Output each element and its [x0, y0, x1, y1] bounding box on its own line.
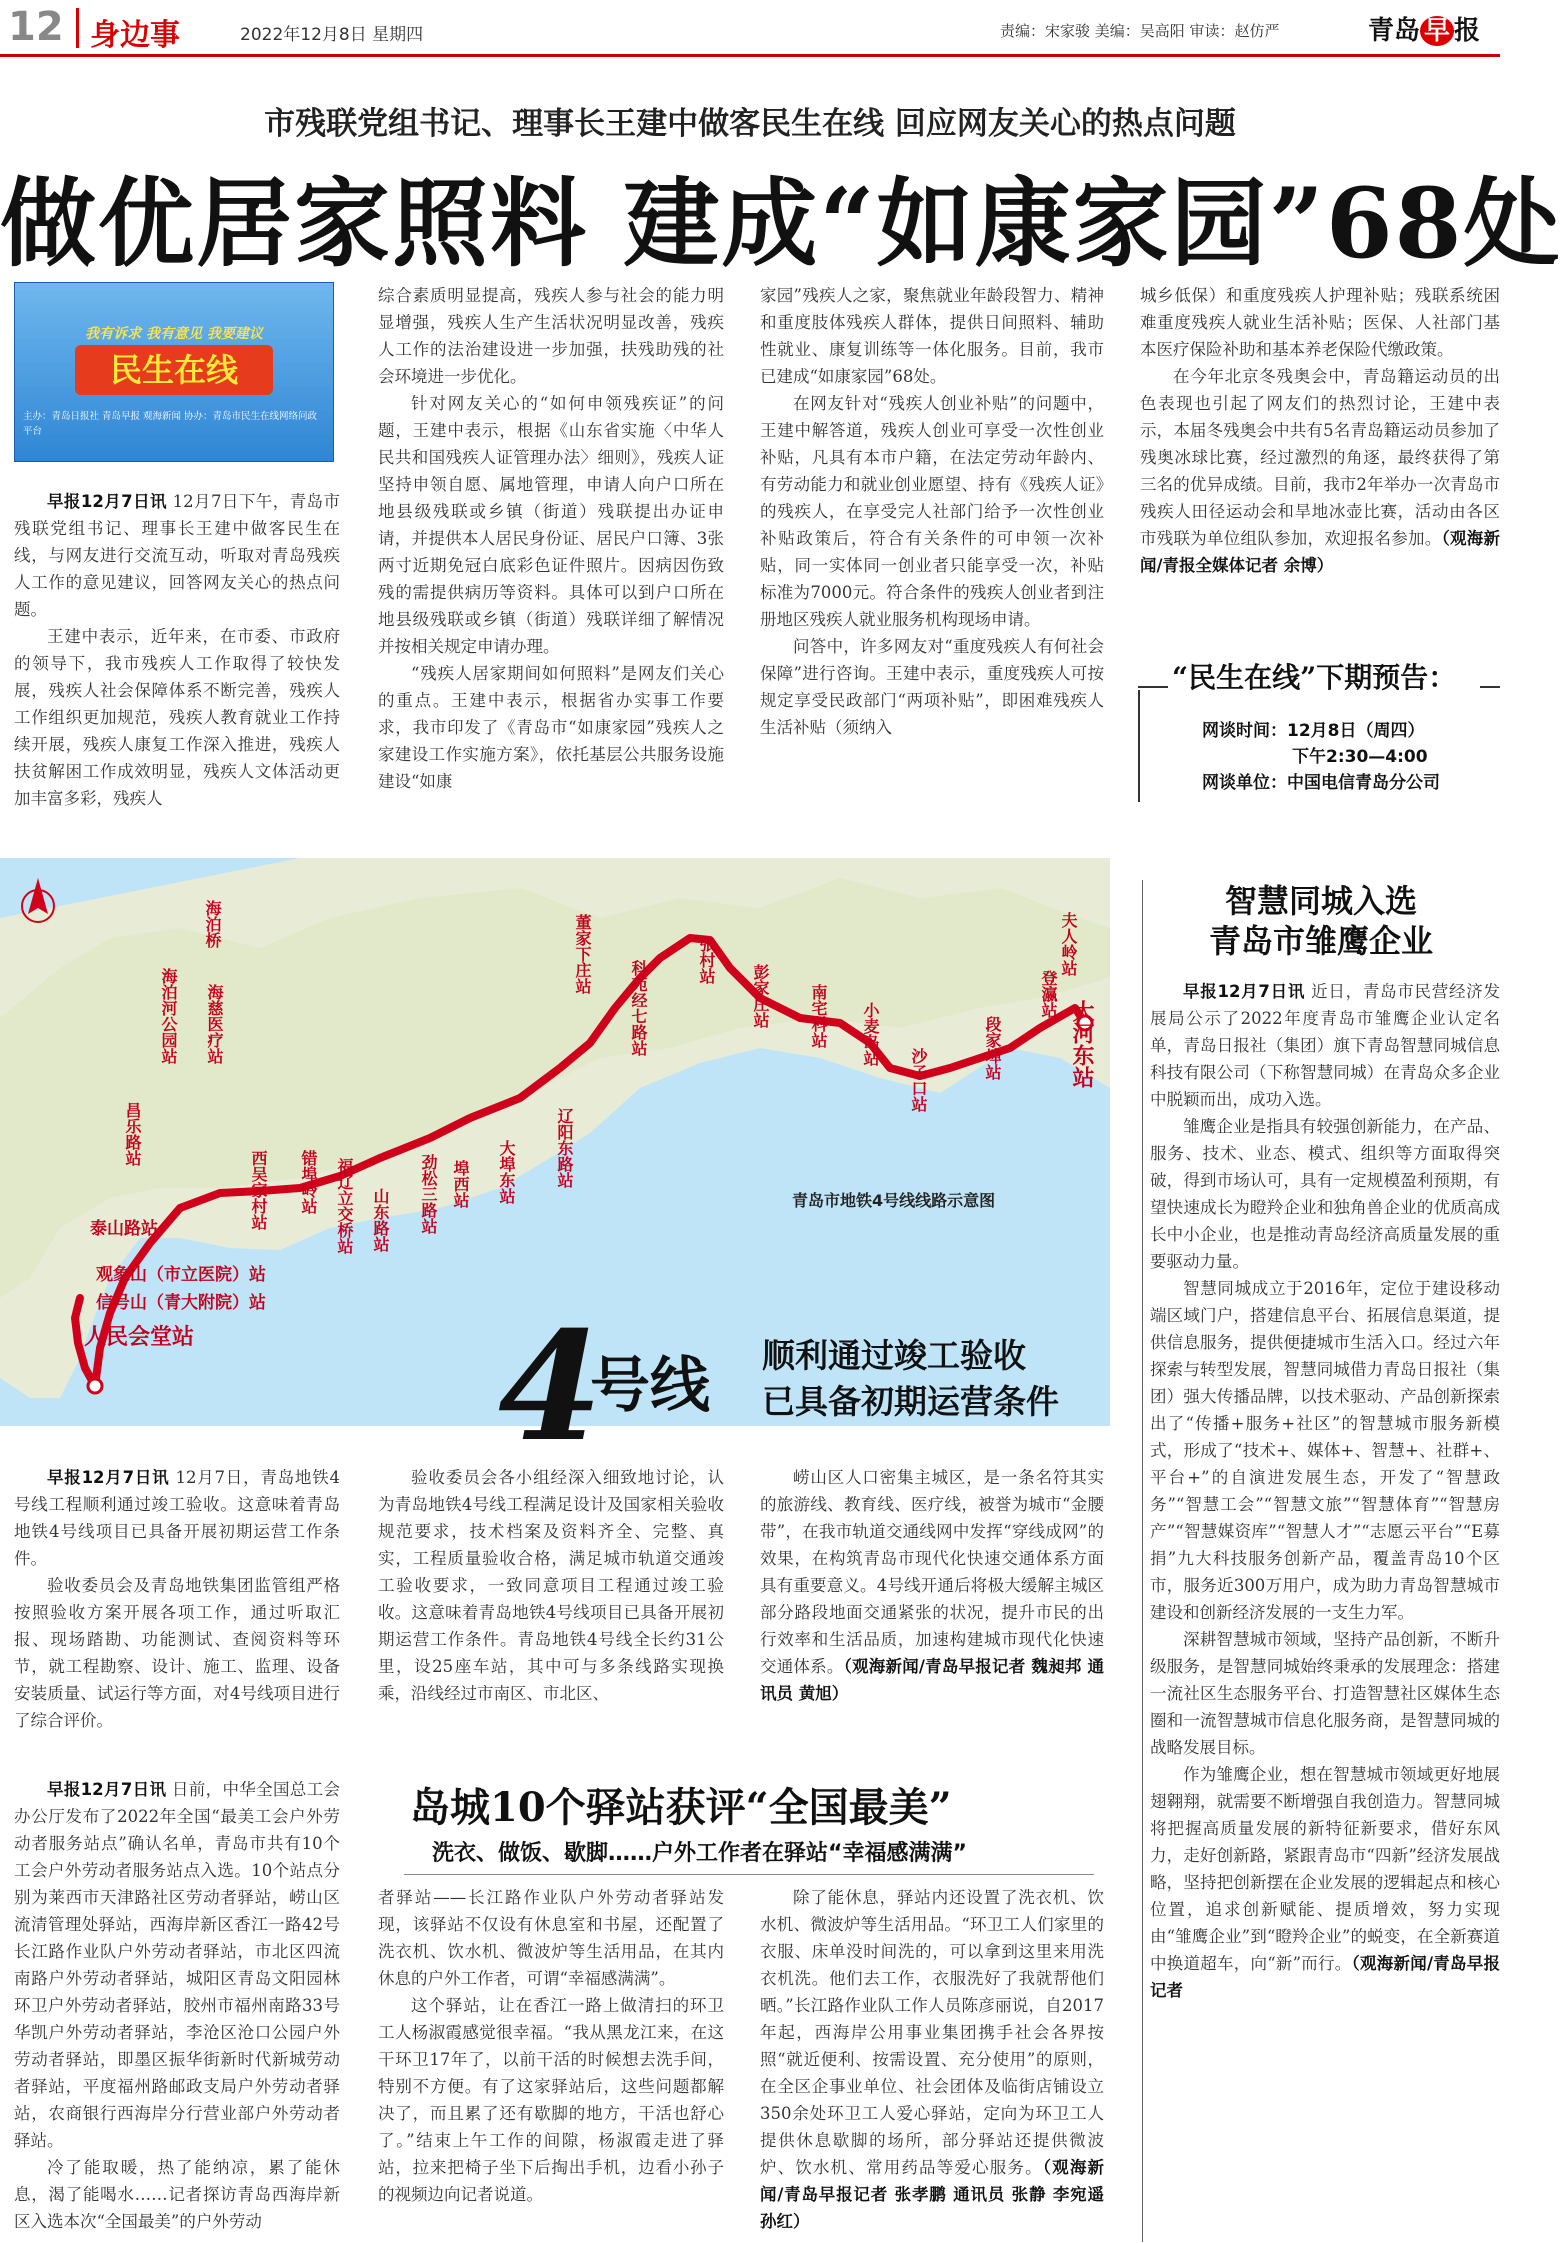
preview-unit: 网谈单位：中国电信青岛分公司	[1202, 773, 1440, 793]
paragraph: 早报12月7日讯 日前，中华全国总工会办公厅发布了2022年全国“最美工会户外劳动者服务站点”确认名单，青岛市共有10个工会户外劳动者服务站点入选。10个站点分别为莱西市天津路社区劳动者驿站，崂山区流清管理处驿站，西海岸新区香江一路42号长江路作业队户外劳动者驿站，市北区四流南路户外劳动者驿站，城阳区青岛文阳园林环卫户外劳动者驿站，胶州市福州南路33号华凯户外劳动者驿站，李沧区沧口公园户外劳动者驿站，即墨区振华街新时代新城劳动者驿站，平度福州路邮政支局户外劳动者驿站，农商银行西海岸分行营业部户外劳动者驿站。	[14, 1780, 340, 2150]
paragraph: 除了能休息，驿站内还设置了洗衣机、饮水机、微波炉等生活用品。“环卫工人们家里的衣服、床单没时间洗的，可以拿到这里来用洗衣机洗。他们去工作，衣服洗好了我就帮他们晒。”长江路作业队工作人员陈彦丽说，自2017年起，西海岸公用事业集团携手社会各界按照“就近便利、按需设置、充分使用”的原则，在全区企事业单位、社会团体及临街店铺设立350余处环卫工人爱心驿站，定向为环卫工人提供休息歇脚的场所，部分驿站还提供微波炉、饮水机、常用药品等爱心服务。（观海新闻/青岛早报记者 张孝鹏 通讯员 张静 李宛遥 孙红）	[760, 1888, 1105, 2231]
article1-headline: 做优居家照料 建成“如康家园”68处	[0, 167, 1561, 280]
editor-credits: 责编：宋家骏 美编：吴高阳 审读：赵仿严	[1000, 22, 1280, 40]
line4-subtitle-1: 顺利通过竣工验收	[762, 1336, 1026, 1375]
paragraph: 针对网友关心的“如何申领残疾证”的问题，王建中表示，根据《山东省实施〈中华人民共和国残疾人证管理办法〉细则》，残疾人证坚持申领自愿、属地管理，申请人向户口所在地县级残联或乡镇（街道）残联提出办证申请，并提供本人居民身份证、居民户口簿、3张两寸近期免冠白底彩色证件照片。因病因伤致残的需提供病历等资料。具体可以到户口所在地县级残联或乡镇（街道）残联详细了解情况并按相关规定申请办理。	[378, 394, 724, 656]
paragraph: 早报12月7日讯 12月7日，青岛地铁4号线工程顺利通过竣工验收。这意味着青岛地铁4号线项目已具备开展初期运营工作条件。	[14, 1468, 340, 1568]
paragraph: 验收委员会各小组经深入细致地讨论，认为青岛地铁4号线工程满足设计及国家相关验收规范要求，技术档案及资料齐全、完整、真实，工程质量验收合格，满足城市轨道交通竣工验收要求，一致同意项目工程通过竣工验收。这意味着青岛地铁4号线项目已具备开展初期运营工作条件。青岛地铁4号线全长约31公里，设25座车站，其中可与多条线路实现换乘，沿线经过市南区、市北区、	[378, 1468, 724, 1703]
issue-date: 2022年12月8日 星期四	[240, 25, 424, 45]
station-label: 错埠岭站	[299, 1150, 318, 1214]
article2-column-1	[14, 1464, 340, 1734]
paragraph: 崂山区人口密集主城区，是一条名符其实的旅游线、教育线、医疗线，被誉为城市“金腰带”，在我市轨道交通线网中发挥“穿线成网”的效果，在构筑青岛市现代化快速交通体系方面具有重要意义。4号线开通后将极大缓解主城区部分路段地面交通紧张的状况，提升市民的出行效率和生活品质，加速构建城市现代化快速交通体系。（观海新闻/青岛早报记者 魏昶邦 通讯员 黄旭）	[760, 1468, 1105, 1703]
article4-title-line2: 青岛市雏鹰企业	[1208, 922, 1433, 960]
paragraph: 验收委员会及青岛地铁集团监管组严格按照验收方案开展各项工作，通过听取汇报、现场踏勘、功能测试、查阅资料等环节，就工程勘察、设计、施工、监理、设备安装质量、试运行等方面，对4号线项目进行了综合评价。	[14, 1576, 340, 1730]
dateline-lead: 早报12月7日讯	[47, 492, 167, 511]
line4-title-number: 4	[498, 1299, 603, 1475]
logo-part-c: 报	[1454, 16, 1481, 46]
station-label: 登瀛站	[1039, 970, 1058, 1018]
article1-column-4	[1140, 282, 1500, 622]
paragraph: 冷了能取暖，热了能纳凉，累了能休息，渴了能喝水……记者探访青岛西海岸新区入选本次“全国最美”的户外劳动	[14, 2158, 340, 2231]
preview-rule-left	[1138, 686, 1168, 688]
station-label: 小麦岛站	[861, 1002, 880, 1066]
paragraph: 者驿站——长江路作业队户外劳动者驿站发现，该驿站不仅设有休息室和书屋，还配置了洗衣机、饮水机、微波炉等生活用品，在其内休息的户外工作者，可谓“幸福感满满”。	[378, 1888, 724, 1988]
page-number: 12	[8, 4, 64, 50]
article4-column	[1150, 978, 1500, 2240]
line4-subtitle-2: 已具备初期运营条件	[762, 1382, 1059, 1421]
preview-rule-right	[1480, 686, 1500, 688]
article3-column-2	[378, 1884, 724, 2242]
paragraph: 在今年北京冬残奥会中，青岛籍运动员的出色表现也引起了网友们的热烈讨论，王建中表示，本届冬残奥会中共有5名青岛籍运动员参加了残奥冰球比赛，经过激烈的角逐，最终获得了第三名的优异成绩。目前，我市2年举办一次青岛市残疾人田径运动会和旱地冰壶比赛，活动由各区市残联为单位组队参加，欢迎报名参加。（观海新闻/青报全媒体记者 余博）	[1140, 367, 1500, 575]
station-label: 大埠东站	[497, 1140, 516, 1204]
minsheng-banner-image	[14, 282, 334, 462]
station-label: 埠西站	[451, 1160, 470, 1208]
station-label: 彭家庄站	[751, 964, 770, 1028]
paragraph: 城乡低保）和重度残疾人护理补贴；残联系统困难重度残疾人就业生活补贴；医保、人社部门基本医疗保险补助和基本养老保险代缴政策。	[1140, 286, 1500, 359]
header-divider	[76, 8, 79, 48]
article2-column-3	[760, 1464, 1104, 1734]
station-label: 信号山（青大附院）站	[96, 1293, 266, 1313]
station-label: 海泊河公园站	[159, 968, 178, 1064]
banner-info: 主办：青岛日报社 青岛早报 观海新闻 协办：青岛市民生在线网络问政平台	[23, 411, 318, 437]
paragraph: 早报12月7日讯 12月7日下午，青岛市残联党组书记、理事长王建中做客民生在线，与网友进行交流互动，听取对青岛残疾人工作的意见建议，回答网友关心的热点问题。	[14, 492, 340, 619]
station-label: 海泊桥	[203, 900, 222, 948]
paragraph: 王建中表示，近年来，在市委、市政府的领导下，我市残疾人工作取得了较快发展，残疾人社会保障体系不断完善，残疾人工作组织更加规范，残疾人教育就业工作持续开展，残疾人康复工作深入推进，残疾人扶贫解困工作成效明显，残疾人文体活动更加丰富多彩，残疾人	[14, 627, 340, 808]
article3-column-1	[14, 1776, 340, 2242]
article1-column-3	[760, 282, 1104, 798]
banner-slogan: 我有诉求 我有意见 我要建议	[85, 326, 263, 342]
station-label: 夫人岭站	[1059, 912, 1078, 976]
station-label: 泰山路站	[90, 1219, 158, 1239]
article3-column-3	[760, 1884, 1104, 2242]
station-label: 沙子口站	[909, 1048, 928, 1112]
article4-title-line1: 智慧同城入选	[1224, 882, 1417, 920]
logo-part-a: 青岛	[1368, 16, 1421, 46]
dateline-lead: 早报12月7日讯	[47, 1468, 170, 1487]
paragraph: 早报12月7日讯 近日，青岛市民营经济发展局公示了2022年度青岛市雏鹰企业认定名单，青岛日报社（集团）旗下青岛智慧同城信息科技有限公司（下称智慧同城）在青岛众多企业中脱颖而出，成功入选。	[1150, 982, 1500, 1109]
preview-time-value: 下午2:30—4:00	[1292, 747, 1428, 767]
article3-title: 岛城10个驿站获评“全国最美”	[410, 1784, 952, 1831]
line4-title-word: 号线	[590, 1351, 710, 1421]
preview-time-label: 网谈时间：12月8日（周四）	[1202, 721, 1425, 741]
paragraph: 在网友针对“残疾人创业补贴”的问题中，王建中解答道，残疾人创业可享受一次性创业补贴，凡具有本市户籍，在法定劳动年龄内、有劳动能力和就业创业愿望、持有《残疾人证》的残疾人，在享受完人社部门给予一次性创业补贴政策后，符合有关条件的可申领一次补贴，同一实体同一创业者只能享受一次，补贴标准为7000元。符合条件的残疾人创业者到注册地区残疾人就业服务机构现场申请。	[760, 394, 1104, 629]
newspaper-logo	[1368, 10, 1480, 47]
paragraph: 雏鹰企业是指具有较强创新能力，在产品、服务、技术、业态、模式、组织等方面取得突破，得到市场认可，具有一定规模盈利预期，有望快速成长为瞪羚企业和独角兽企业的优质高成长中小企业，也是推动青岛经济高质量发展的重要驱动力量。	[1150, 1117, 1500, 1271]
header-rule	[0, 54, 1500, 57]
station-label: 人民会堂站	[84, 1325, 195, 1350]
preview-title: “民生在线”下期预告：	[1172, 661, 1457, 694]
article1-column-1	[14, 488, 340, 808]
byline: （观海新闻/青岛早报记者 张孝鹏 通讯员 张静 李宛遥 孙红）	[760, 2158, 1105, 2231]
logo-part-b: 早	[1420, 16, 1454, 46]
station-label: 昌乐路站	[123, 1102, 142, 1166]
station-label: 大河东站	[1069, 1000, 1094, 1088]
article2-column-2	[378, 1464, 724, 1734]
station-label: 福辽立交桥站	[335, 1158, 354, 1254]
map-caption: 青岛市地铁4号线线路示意图	[792, 1191, 996, 1210]
station-label: 山东路站	[371, 1188, 390, 1252]
byline: （观海新闻/青岛早报记者	[1150, 1954, 1500, 2000]
dateline-lead: 早报12月7日讯	[1183, 982, 1306, 1001]
banner-title: 民生在线	[75, 345, 273, 395]
paragraph: 这个驿站，让在香江一路上做清扫的环卫工人杨淑霞感觉很幸福。“我从黑龙江来，在这干环卫17年了，以前干活的时候想去洗手间，特别不方便。有了这家驿站后，这些问题都解决了，而且累了还有歇脚的地方，干活也舒心了。”结束上午工作的间隙，杨淑霞走进了驿站，拉来把椅子坐下后掏出手机，边看小孙子的视频边向记者说道。	[378, 1996, 724, 2204]
paragraph: 问答中，许多网友对“重度残疾人有何社会保障”进行咨询。王建中表示，重度残疾人可按规定享受民政部门“两项补贴”，即困难残疾人生活补贴（须纳入	[760, 637, 1104, 737]
byline: （观海新闻/青报全媒体记者 余博）	[1140, 529, 1500, 575]
paragraph: “残疾人居家期间如何照料”是网友们关心的重点。王建中表示，根据省办实事工作要求，我市印发了《青岛市“如康家园”残疾人之家建设工作实施方案》，依托基层公共服务设施建设“如康	[378, 664, 724, 791]
station-label: 张村站	[697, 936, 716, 984]
preview-box	[1138, 690, 1502, 802]
article3-subtitle: 洗衣、做饭、歇脚……户外工作者在驿站“幸福感满满”	[432, 1841, 967, 1866]
dateline-lead: 早报12月7日讯	[47, 1780, 167, 1799]
paragraph: 作为雏鹰企业，想在智慧城市领域更好地展翅翱翔，就需要不断增强自我创造力。智慧同城将把握高质量发展的新特征新要求，借好东风力，走好创新路，紧跟青岛市“四新”经济发展战略，坚持把创新摆在企业发展的逻辑起点和核心位置，追求创新赋能、提质增效，努力实现由“雏鹰企业”到“瞪羚企业”的蜕变，在全新赛道中换道超车，向“新”而行。（观海新闻/青岛早报记者	[1150, 1765, 1500, 2000]
station-label: 海慈医疗站	[205, 984, 224, 1064]
station-label: 劲松三路站	[419, 1154, 438, 1234]
paragraph: 综合素质明显提高，残疾人参与社会的能力明显增强，残疾人生产生活状况明显改善，残疾人工作的法治建设进一步加强，扶残助残的社会环境进一步优化。	[378, 286, 724, 386]
paragraph: 家园”残疾人之家，聚焦就业年龄段智力、精神和重度肢体残疾人群体，提供日间照料、辅助性就业、康复训练等一体化服务。目前，我市已建成“如康家园”68处。	[760, 286, 1104, 386]
article3-title-rule	[404, 1874, 1094, 1875]
paragraph: 智慧同城成立于2016年，定位于建设移动端区域门户，搭建信息平台、拓展信息渠道，提供信息服务，提供便捷城市生活入口。经过六年探索与转型发展，智慧同城借力青岛日报社（集团）强大传播品牌，以技术驱动、产品创新探索出了“传播+服务+社区”的智慧城市服务新模式，形成了“技术+、媒体+、智慧+、社群+、平台+”的自演进发展生态，开发了“智慧政务”“智慧工会”“智慧文旅”“智慧体育”“智慧房产”“智慧媒资库”“智慧人才”“志愿云平台”“E募捐”九大科技服务创新产品，覆盖青岛10个区市，服务近300万用户，成为助力青岛智慧城市建设和创新经济发展的一支生力军。	[1150, 1279, 1500, 1622]
station-label: 董家下庄站	[573, 914, 592, 994]
article1-kicker: 市残联党组书记、理事长王建中做客民生在线 回应网友关心的热点问题	[264, 106, 1236, 142]
station-label: 观象山（市立医院）站	[96, 1265, 266, 1285]
station-label: 西吴家村站	[249, 1150, 268, 1230]
station-label: 南宅科站	[809, 984, 828, 1048]
section-name: 身边事	[90, 18, 180, 53]
station-label: 辽阳东路站	[555, 1108, 574, 1188]
paragraph: 深耕智慧城市领域，坚持产品创新，不断升级服务，是智慧同城始终秉承的发展理念：搭建一流社区生态服务平台、打造智慧社区媒体生态圈和一流智慧城市信息化服务商，是智慧同城的战略发展目标。	[1150, 1630, 1500, 1757]
terminus-renminhuitang	[88, 1379, 102, 1393]
byline: （观海新闻/青岛早报记者 魏昶邦 通讯员 黄旭）	[760, 1657, 1105, 1703]
column-separator	[1142, 880, 1143, 2242]
article1-column-2	[378, 282, 724, 798]
station-label: 科苑经七路站	[629, 960, 648, 1056]
station-label: 段家埠站	[983, 1016, 1002, 1080]
